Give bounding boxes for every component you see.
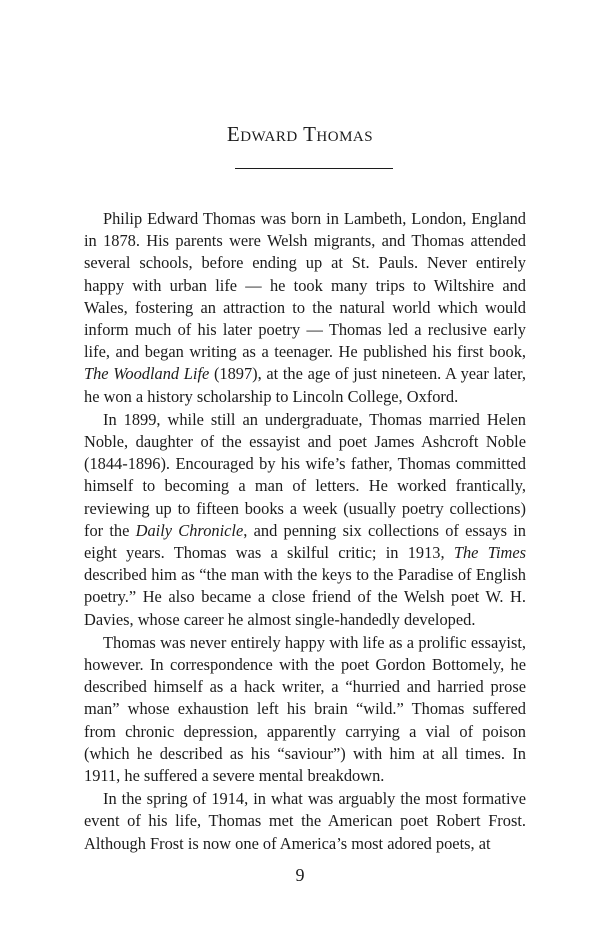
text-run: In the spring of 1914, in what was arguably the most formative event of his life, Thomas met the American poet Robert Frost. Although Frost is now one of America’s most adored poets, at — [84, 789, 526, 853]
text-run: (1897), at the age of just nineteen. A year later, he won a history scholarship to Lincoln College, Oxford. — [84, 364, 527, 406]
book-title: The Woodland Life — [84, 364, 210, 384]
text-run: described him as “the man with the keys to the Paradise of English poetry.” He also became a close friend of the Welsh poet W. H. Davies, whose career he almost single-handedly developed. — [84, 565, 526, 629]
newspaper-title: The Times — [453, 543, 526, 563]
newspaper-title: Daily Chronicle — [135, 520, 244, 540]
paragraph — [84, 208, 526, 408]
page-number: 9 — [295, 865, 305, 885]
paragraph — [84, 632, 526, 787]
title-divider — [235, 168, 393, 169]
text-run: Thomas was never entirely happy with life as a prolific essayist, however. In correspondence with the poet Gordon Bottomely, he described himself as a hack writer, a “hurried and harried prose man” whose exhaustion left his brain “wild.” Thomas suffered from chronic depression, apparently carrying a vial of poison (which he described as his “saviour”) with him at all times. In 1911, he suffered a severe mental breakdown. — [84, 632, 526, 786]
text-run: In 1899, while still an undergraduate, Thomas married Helen Noble, daughter of the essayist and poet James Ashcroft Noble (1844-1896). Encouraged by his wife’s father, Thomas committed himself to becoming a man of letters. He worked frantically, reviewing up to fifteen books a week (usually poetry collections) for the — [84, 409, 526, 540]
chapter-title: Edward Thomas — [226, 122, 374, 146]
paragraph — [84, 788, 526, 855]
paragraph — [84, 409, 526, 631]
text-run: , and penning six collections of essays in eight years. Thomas was a skilful critic; in 1913, — [84, 520, 526, 563]
body-text — [84, 208, 526, 856]
text-run: Philip Edward Thomas was born in Lambeth, London, England in 1878. His parents were Welsh migrants, and Thomas attended several schools, before ending up at St. Pauls. Never entirely happy with urban life — he took many trips to Wiltshire and Wales, fostering an attraction to the natural world which would inform much of his later poetry — Thomas led a reclusive early life, and began writing as a teenager. He published his first book, — [84, 209, 526, 362]
